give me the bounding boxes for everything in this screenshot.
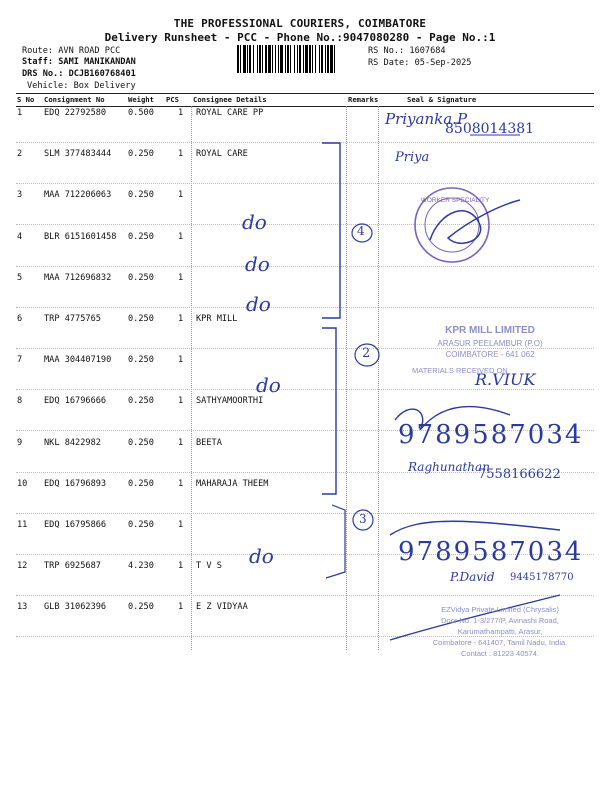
company-stamp: KPR MILL LIMITED [445, 325, 535, 336]
row-pcs: 1 [178, 108, 184, 118]
company-stamp: Karumathampatti, Arasur, [457, 627, 543, 636]
row-consignee: BEETA [196, 438, 222, 448]
circled-number: 2 [362, 346, 371, 361]
row-consignment-no: TRP 6925687 [44, 561, 101, 571]
round-stamp-text: WORKER SPECIALITY [420, 197, 490, 204]
row-pcs: 1 [178, 314, 184, 324]
row-consignee: ROYAL CARE PP [196, 108, 264, 118]
row-pcs: 1 [178, 396, 184, 406]
ditto-mark: do [256, 373, 281, 397]
row-sno: 4 [17, 232, 23, 242]
receiver-signature: Priya [395, 150, 430, 165]
row-consignment-no: NKL 8422982 [44, 438, 101, 448]
row-consignment-no: GLB 31062396 [44, 602, 107, 612]
company-stamp: Door No. 1-3/277/P, Avinashi Road, [441, 616, 559, 625]
row-sno: 12 [17, 561, 28, 571]
receiver-signature: R.VIUK [475, 370, 536, 389]
row-weight: 0.250 [128, 232, 154, 242]
row-weight: 0.250 [128, 355, 154, 365]
row-consignee: KPR MILL [196, 314, 238, 324]
row-consignee: ROYAL CARE [196, 149, 248, 159]
circled-number: 3 [359, 512, 367, 526]
row-consignee: E Z VIDYAA [196, 602, 248, 612]
row-pcs: 1 [178, 273, 184, 283]
ditto-mark: do [249, 544, 274, 568]
row-sno: 11 [17, 520, 28, 530]
row-pcs: 1 [178, 355, 184, 365]
company-title: THE PROFESSIONAL COURIERS, COIMBATORE [173, 17, 427, 30]
company-stamp: EZVidya Private Limited (Chrysalis) [441, 605, 559, 614]
row-sno: 3 [17, 190, 23, 200]
row-pcs: 1 [178, 232, 184, 242]
receiver-signature: P.David [450, 570, 495, 584]
ditto-mark: do [245, 252, 270, 276]
row-pcs: 1 [178, 561, 184, 571]
row-sno: 7 [17, 355, 23, 365]
row-weight: 0.500 [128, 108, 154, 118]
row-consignee: T V S [196, 561, 222, 571]
bracket-line [322, 328, 336, 494]
row-sno: 6 [17, 314, 23, 324]
row-consignment-no: EDQ 22792580 [44, 108, 107, 118]
row-consignment-no: EDQ 16795866 [44, 520, 107, 530]
row-consignment-no: EDQ 16796666 [44, 396, 107, 406]
signature-scribble [390, 521, 560, 535]
row-consignment-no: SLM 377483444 [44, 149, 112, 159]
row-weight: 0.250 [128, 190, 154, 200]
row-weight: 0.250 [128, 602, 154, 612]
receiver-phone: 9789587034 [398, 420, 584, 450]
staff-label: Staff: SAMI MANIKANDAN [22, 57, 136, 67]
round-stamp-inner [425, 198, 479, 252]
row-pcs: 1 [178, 190, 184, 200]
row-consignment-no: MAA 304407190 [44, 355, 112, 365]
drs-label: DRS No.: DCJB160768401 [22, 69, 136, 79]
row-sno: 2 [17, 149, 23, 159]
ditto-mark: do [246, 292, 271, 316]
ditto-mark: do [242, 210, 267, 234]
row-pcs: 1 [178, 149, 184, 159]
bracket-line [322, 143, 340, 318]
row-consignment-no: TRP 4775765 [44, 314, 101, 324]
signature-scribble [430, 200, 520, 243]
receiver-phone: 9445178770 [510, 572, 574, 583]
row-weight: 0.250 [128, 314, 154, 324]
company-stamp: ARASUR PEELAMBUR (P.O) [437, 339, 543, 348]
receiver-phone: 9789587034 [398, 537, 584, 567]
row-weight: 0.250 [128, 273, 154, 283]
rs-date: RS Date: 05-Sep-2025 [368, 58, 472, 68]
receiver-name: Raghunathan [408, 460, 490, 474]
company-stamp: MATERIALS RECEIVED ON [412, 366, 508, 375]
row-weight: 0.250 [128, 396, 154, 406]
company-stamp: COIMBATORE - 641 062 [445, 350, 535, 359]
col-remarks: Remarks [348, 95, 379, 104]
row-consignment-no: BLR 6151601458 [44, 232, 117, 242]
row-sno: 5 [17, 273, 23, 283]
row-sno: 8 [17, 396, 23, 406]
row-sno: 13 [17, 602, 28, 612]
row-consignee: SATHYAMOORTHI [196, 396, 264, 406]
col-weight: Weight [128, 95, 154, 104]
company-stamp: Coimbatore - 641407, Tamil Nadu, India. [432, 638, 568, 647]
row-sno: 1 [17, 108, 23, 118]
row-sno: 9 [17, 438, 23, 448]
receiver-phone: 7558166622 [478, 467, 561, 482]
bracket-line [326, 505, 345, 578]
vehicle-label: Vehicle: Box Delivery [27, 81, 136, 91]
rs-number: RS No.: 1607684 [368, 46, 446, 56]
row-weight: 4.230 [128, 561, 154, 571]
row-weight: 0.250 [128, 479, 154, 489]
col-consignee: Consignee Details [193, 95, 267, 104]
row-consignment-no: MAA 712696832 [44, 273, 112, 283]
row-consignment-no: MAA 712206063 [44, 190, 112, 200]
row-weight: 0.250 [128, 149, 154, 159]
col-sno: S No [17, 95, 35, 104]
row-pcs: 1 [178, 438, 184, 448]
receiver-phone: 8508014381 [445, 121, 535, 137]
col-pcs: PCS [166, 95, 179, 104]
col-seal-signature: Seal & Signature [407, 95, 477, 104]
receiver-name: Priyanka.P [385, 110, 468, 128]
row-pcs: 1 [178, 479, 184, 489]
row-pcs: 1 [178, 602, 184, 612]
row-consignment-no: EDQ 16796893 [44, 479, 107, 489]
row-weight: 0.250 [128, 438, 154, 448]
company-stamp: Contact : 81223 40574. [461, 649, 539, 658]
row-pcs: 1 [178, 520, 184, 530]
row-weight: 0.250 [128, 520, 154, 530]
runsheet-title: Delivery Runsheet - PCC - Phone No.:9047080280 - Page No.:1 [104, 31, 496, 44]
row-sno: 10 [17, 479, 28, 489]
circled-number: 4 [357, 224, 365, 238]
route-label: Route: AVN ROAD PCC [22, 46, 121, 56]
row-consignee: MAHARAJA THEEM [196, 479, 269, 489]
col-consignment: Consignment No [44, 95, 105, 104]
